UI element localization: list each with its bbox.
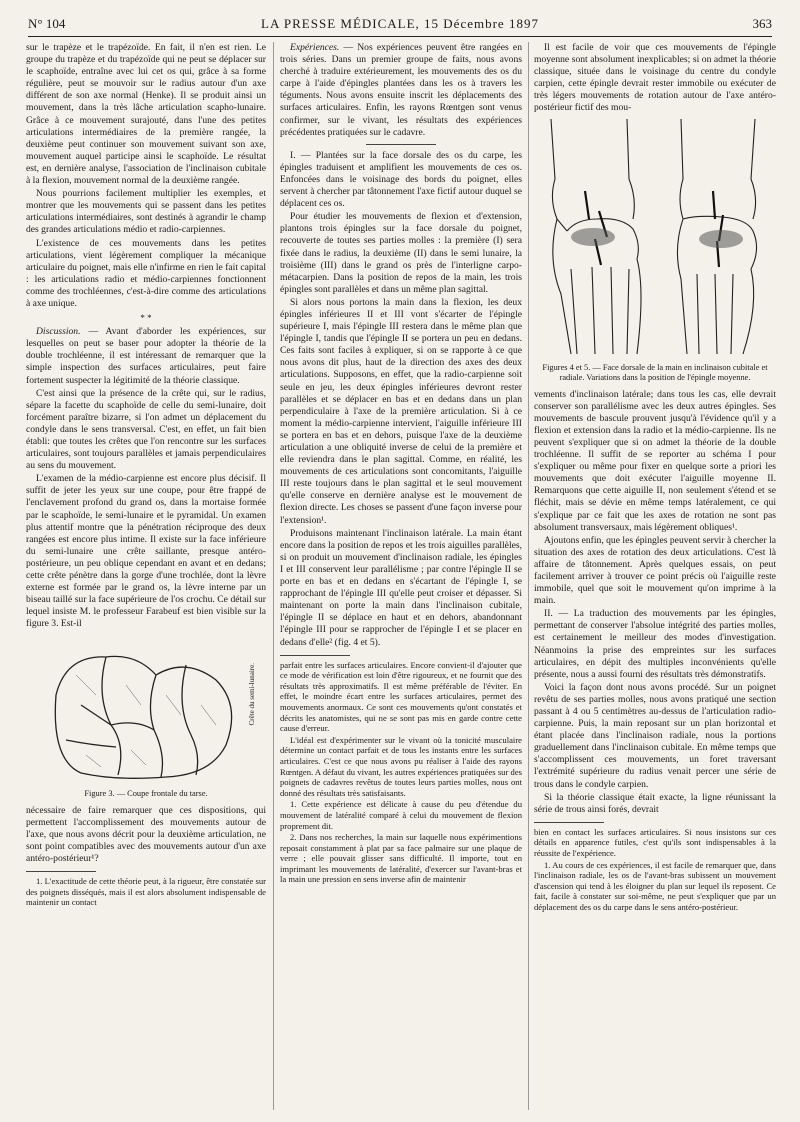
paragraph: L'examen de la médio-carpienne est encore plus décisif. Il suffit de jeter les yeux sur une coupe, pour être frappé de l'enclavement profond du grand os, dans la mortaise formée par le scaphoïde, le semi-lunaire et le pyramidal. Un examen plus attentif montre que la pénétration réciproque des deux rangées est encore plus intime. Il existe sur la face inférieure du semi-lunaire une crête saillante, presque antéro-postérieure, un peu oblique cependant en avant et en dedans; cette crête pénètre dans la gorge d'une trochlée, dont la lèvre externe est formée par le grand os, la lèvre interne par un biseau taillé sur la face supérieure de l'os crochu. Ce détail sur lequel insiste M. le professeur Farabeuf est bien visible sur la figure 3. Est-il <box>26 473 266 630</box>
figures-4-5-hand-drawing <box>537 119 773 359</box>
footnote-rule <box>26 871 96 872</box>
footnote: 1. L'exactitude de cette théorie peut, à la rigueur, être constatée sur des poignets disséqués, mais il est alors absolument indispensable de maintenir un contact <box>26 875 266 908</box>
footnote-continuation: bien en contact les surfaces articulaires. Si nous insistons sur ces détails en apparence futiles, c'est qu'ils sont indispensables à la réussite de l'expérience. <box>534 826 776 859</box>
paragraph: Il est facile de voir que ces mouvements de l'épingle moyenne sont absolument inexplicables; si on admet la théorie classique, située dans le voisinage du centre du condyle carpien, cette épingle devrait rester immobile ou exécuter de très légers mouvements de rotation autour de l'axe antéro-postérieur fictif des mou- <box>534 42 776 114</box>
paragraph: L'existence de ces mouvements dans les petites articulations, vient légèrement compliquer la mécanique articulaire du poignet, mais elle n'infirme en rien le fait capital : les articulations radio et médio-carpiennes fonctionnent comme des trochléennes, c'est-à-dire comme des articulations à axe unique. <box>26 237 266 309</box>
paragraph <box>280 42 522 139</box>
footnote: 1. Au cours de ces expériences, il est facile de remarquer que, dans l'inclinaison radiale, les os de l'avant-bras subissent un mouvement d'ascension qui tend à les éloigner du plan sur lequel ils reposent. Ce fait, facile à constater sur soi-même, ne peut s'expliquer que par un déplacement des os du carpe dans le sens antéro-postérieur. <box>534 859 776 912</box>
paragraph: C'est ainsi que la présence de la crête qui, sur le radius, sépare la facette du scaphoïde de celle du semi-lunaire, doit forcément paraître bizarre, si l'on admet un déplacement du condyle dans le sens transversal. C'est, en effet, un fait bien établi: que toutes les crêtes que l'on rencontre sur les surfaces articulaires, sont toujours parallèles et jamais perpendiculaires au sens du mouvement. <box>26 387 266 472</box>
footnote-rule <box>534 822 604 823</box>
paragraph: Ajoutons enfin, que les épingles peuvent servir à chercher la situation des axes de rotation des deux articulations. C'est là affaire de tâtonnement. Après quelques essais, on peut facilement arriver à trouver ce point précis où l'aiguille reste immobile, quel que soit le mouvement qu'on imprime à la main. <box>534 534 776 607</box>
running-header <box>28 14 772 37</box>
paragraph: Si la théorie classique était exacte, la ligne réunissant la série de trous ainsi forés, devrait <box>534 791 776 815</box>
column-1 <box>26 42 266 909</box>
section-separator: * * <box>140 313 152 324</box>
paragraph: Nous pourrions facilement multiplier les exemples, et montrer que les mouvements qui se passent dans les petites articulations intermédiaires, sont destinés à agrandir le champ des grandes articulations médio et radio-carpiennes. <box>26 188 266 236</box>
paragraph: vements d'inclinaison latérale; dans tous les cas, elle devrait conserver son parallélisme avec les deux autres épingles. Ses mouvements de bascule prouvent jusqu'à l'évidence qu'il y a flexion et extension dans la radio et la médio-carpienne. Ils ne peuvent s'expliquer que si on admet la théorie de la double trochléenne. Il suffit de se reporter au schéma I pour s'expliquer ou même pour fixer en quelque sorte a priori les mouvements que doit exécuter l'aiguille moyenne II. Remarquons que cette aiguille II, non seulement s'étend et se fléchit, mais se dévie en même temps latéralement, ce qui s'explique par ce fait que les axes de rotation ne sont pas absolument transversaux, mais légèrement obliques¹. <box>534 388 776 533</box>
figure-caption: Figure 3. — Coupe frontale du tarse. <box>84 788 208 798</box>
figure-side-label: Crête du semi-lunaire. <box>248 662 256 725</box>
figure-caption: Figures 4 et 5. — Face dorsale de la main en inclinaison cubitale et radiale. Variations dans la position de l'épingle moyenne. <box>542 362 768 382</box>
page-number: 363 <box>752 16 772 31</box>
column-2 <box>280 42 522 886</box>
section-rule <box>366 144 436 145</box>
paragraph: Produisons maintenant l'inclinaison latérale. La main étant encore dans la position de repos et les trois aiguilles parallèles, si on produit un mouvement d'inclinaison radiale, les épingles I et III conservent leur parallélisme ; par contre l'épingle II se porte en bas et en dedans en s'écartant de l'épingle I, se rapprochant de l'épingle III qu'elle peut croiser et dépasser. Si maintenant on porte la main dans l'inclinaison cubitale, l'épingle II se déplace en haut et en dehors, abandonnant l'épingle III pour se rapprocher de l'épingle I et se placer en dedans d'elle² (fig. 4 et 5). <box>280 527 522 648</box>
column-divider <box>273 42 274 1110</box>
journal-title: LA PRESSE MÉDICALE, 15 Décembre 1897 <box>261 16 539 31</box>
footnote-continuation: parfait entre les surfaces articulaires. Encore convient-il d'ajouter que ce mode de vérification est loin d'être rigoureux, et ne fournit que des résultats très approximatifs. Il est même préférable de l'éviter. En effet, le moindre écart entre les surfaces articulaires, permet des mouvements anormaux. Ce sont ces mouvements qu'ont constatés et décrits les anatomistes, qui ne se sont pas mis en garde contre cette cause d'erreur. <box>280 659 522 734</box>
paragraph: nécessaire de faire remarquer que ces dispositions, qui permettent l'accomplissement des mouvements autour de l'axe, que nous avons décrit pour la deuxième articulation, ne sont point compatibles avec des mouvements autour d'un axe antéro-postérieur¹? <box>26 804 266 864</box>
paragraph: Voici la façon dont nous avons procédé. Sur un poignet revêtu de ses parties molles, nous avons pratiqué une section passant à 4 ou 5 centimètres au-dessus de l'articulation radio-carpienne. Puis, la main reposant sur un plan horizontal et étant placée dans l'inclinaison radiale, nous la portions graduellement dans l'inclinaison cubitale. En même temps que s'accomplissent ces mouvements, un foret traversant l'extrémité supérieure du radius venait percer une série de trous dans le condyle carpien. <box>534 681 776 790</box>
paragraph: Si alors nous portons la main dans la flexion, les deux épingles inférieures II et III vont s'écarter de l'épingle supérieure I, mais l'épingle III restera dans le même plan que l'épingle I, tandis que l'épingle II se portera un peu en dedans. Ces faits sont faciles à expliquer, si on se rapporte à ce que nous avons dit plus, haut de la direction des axes des deux articulations. Supposons, en effet, que la radio-carpienne soit seule en jeu, les deux épingles inférieures devront rester parallèles et se déplacer en bas et en dedans dans un plan perpendiculaire à l'axe de la première articulation. Si à ce moment la médio-carpienne intervient, l'aiguille inférieure III se portera en bas et en dehors, puisque l'axe de la deuxième articulation a une obliquité inverse de celui de la première et elle reviendra dans le plan sagittal. Comme, en réalité, les mouvements de ces articulations sont concomitants, l'aiguille III reste toujours dans le plan sagittal et le seul mouvement qu'elle conserve en dernière analyse est le mouvement de flexion directe. Les choses se passent d'une façon inverse pour l'extension¹. <box>280 296 522 526</box>
column-3 <box>534 42 776 914</box>
paragraph: Pour étudier les mouvements de flexion et d'extension, plantons trois épingles sur la face dorsale du poignet, recouverte de toutes ses parties molles : la première (I) sera fixée dans le radius, la deuxième (II) dans le semi lunaire, la troisième (III) dans le grand os près de l'interligne carpo-métacarpien. Dans la position de repos de la main, les trois épingles sont parallèles et dans un même plan sagittal. <box>280 211 522 295</box>
paragraph: II. — La traduction des mouvements par les épingles, permettant de conserver l'absolue intégrité des parties molles, est certainement le meilleur des modes d'investigation. Néanmoins la prise des empreintes sur les surfaces articulaires, en dépit des multiples inconvénients qu'elle présente, nous a aussi fourni des résultats très démonstratifs. <box>534 608 776 680</box>
wrist-section-drawing <box>36 635 256 785</box>
paragraph: I. — Plantées sur la face dorsale des os du carpe, les épingles traduisent et amplifient les mouvements de ces os. Enfoncées dans le voisinage des bords du poignet, elles servent à chercher par tâtonnement l'axe fictif autour duquel se déplacent ces os. <box>280 149 522 210</box>
paragraph-text: — Nos expériences peuvent être rangées en trois séries. Dans un premier groupe de faits, nous avons cherché à traduire extérieurement, les mouvements des os du carpe à l'aide d'épingles plantées dans les os à travers les téguments. Nous avons ensuite inscrit les déplacements des surfaces articulaires. Enfin, les rayons Rœntgen sont venus confirmer, sur le vivant, les résultats des expériences précédentes pratiquées sur le cadavre. <box>280 42 522 138</box>
section-label: Discussion. <box>36 326 81 338</box>
column-divider <box>528 42 529 1110</box>
section-label: Expériences. <box>290 42 340 53</box>
paragraph: sur le trapèze et le trapézoïde. En fait, il n'en est rien. Le groupe du trapèze et du trapézoïde qui ne peut se déplacer sur le scaphoïde, entraîne avec lui cet os qui, grâce à sa forme régulière, peut se mouvoir sur le radius autour d'un axe différent de son axe normal (Henke). Il se produit ainsi un mouvement, dans la très lâche articulation scapho-lunaire. Grâce à ce mouvement surajouté, dans l'une des petites articulations intermédiaires de la première rangée, la deuxième peut continuer son mouvement suivant son axe, mouvement auquel participe ainsi le scaphoïde. Le résultat est, en dernière analyse, l'association de l'inclinaison cubitale à la flexion, mouvement normal de la deuxième rangée. <box>26 42 266 187</box>
footnote: 1. Cette expérience est délicate à cause du peu d'étendue du mouvement de latéralité comparé à celui du mouvement de flexion proprement dit. <box>280 799 522 831</box>
footnote: 2. Dans nos recherches, la main sur laquelle nous expérimentions reposait constamment à plat par sa face palmaire sur une plaque de verre ; elle pouvait glisser sans difficulté. Il importe, tout en imprimant les mouvements de latéralité, d'exercer sur l'avant-bras et la main une pression en sens inverse afin de maintenir <box>280 832 522 885</box>
paragraph-text: — Avant d'aborder les expériences, sur lesquelles on peut se baser pour adopter la théorie de la double trochléenne, il est intéressant de remarquer que la simple inspection des surfaces articulaires, peut faire fortement suspecter la légitimité de la théorie classique. <box>26 326 266 386</box>
footnote-continuation: L'idéal est d'expérimenter sur le vivant où la tonicité musculaire détermine un contact parfait et de tous les instants entre les surfaces articulaires. C'est ce que nous avons pu réaliser à l'aide des rayons Rœntgen. A défaut du vivant, les autres expériences pratiquées sur des poignets de cadavres revêtus de toutes leurs parties molles, nous ont donné des résultats très satisfaisants. <box>280 734 522 798</box>
figure-3 <box>26 635 266 787</box>
paragraph <box>26 326 266 386</box>
issue-number: N° 104 <box>28 16 66 31</box>
footnote-rule <box>280 655 350 656</box>
